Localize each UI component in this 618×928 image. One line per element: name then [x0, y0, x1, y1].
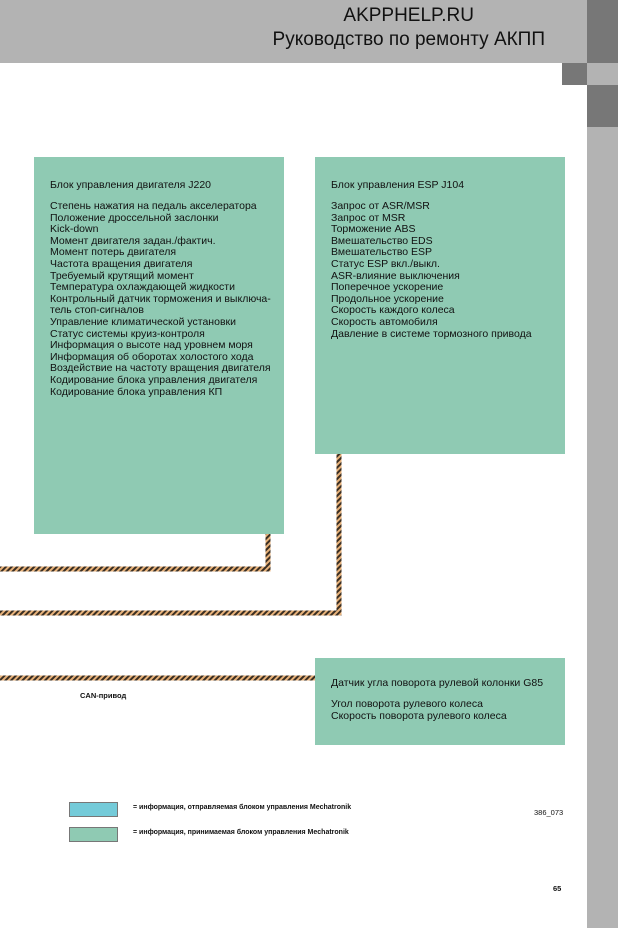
- list-item: Контрольный датчик торможения и выключа-: [50, 292, 271, 305]
- legend-received-text: = информация, принимаемая блоком управления Mechatronik: [133, 829, 349, 836]
- list-item: Угол поворота рулевого колеса: [331, 698, 483, 710]
- list-item: Положение дроссельной заслонки: [50, 211, 219, 224]
- page-number: 65: [553, 884, 562, 893]
- list-item: Торможение ABS: [331, 223, 416, 236]
- steering-box-title: Датчик угла поворота рулевой колонки G85: [331, 677, 544, 689]
- list-item: ASR-влияние выключения: [331, 269, 460, 282]
- list-item: Скорость поворота рулевого колеса: [331, 709, 507, 722]
- legend-swatch-sent: [69, 802, 118, 817]
- list-item: Скорость каждого колеса: [331, 304, 455, 317]
- list-item: Скорость автомобиля: [331, 315, 438, 328]
- list-item: Требуемый крутящий момент: [50, 269, 194, 282]
- list-item: Информация о высоте над уровнем моря: [50, 339, 253, 352]
- list-item: Продольное ускорение: [331, 292, 444, 305]
- list-item: Статус ESP вкл./выкл.: [331, 257, 440, 270]
- list-item: Информация об оборотах холостого хода: [50, 350, 254, 363]
- engine-box-title: Блок управления двигателя J220: [50, 179, 212, 191]
- legend-swatch-received: [69, 827, 118, 842]
- list-item: Давление в системе тормозного привода: [331, 327, 532, 340]
- list-item: Момент потерь двигателя: [50, 246, 177, 259]
- list-item: Вмешательство EDS: [331, 234, 433, 247]
- steering-signal-list: [331, 699, 543, 722]
- list-item: Воздействие на частоту вращения двигателя: [50, 362, 271, 375]
- can-bus-label: CAN-привод: [80, 691, 127, 700]
- list-item: Температура охлаждающей жидкости: [50, 281, 235, 294]
- esp-signal-list: [331, 201, 532, 340]
- site-name: AKPPHELP.RU: [343, 5, 474, 26]
- list-item: Вмешательство ESP: [331, 246, 433, 259]
- steering-angle-sensor-box: [315, 658, 565, 745]
- list-item: Поперечное ускорение: [331, 281, 444, 294]
- engine-signal-list: [50, 201, 271, 398]
- esp-control-unit-box: [315, 157, 565, 454]
- legend-sent-text: = информация, отправляемая блоком управления Mechatronik: [133, 804, 352, 811]
- list-item: Статус системы круиз-контроля: [50, 327, 205, 340]
- list-item: Кодирование блока управления КП: [50, 385, 223, 398]
- list-item: Kick-down: [50, 223, 99, 236]
- list-item: Запрос от ASR/MSR: [331, 200, 430, 212]
- list-item: Частота вращения двигателя: [50, 257, 193, 270]
- page-subtitle: Руководство по ремонту АКПП: [272, 29, 545, 50]
- can-wire-engine: [0, 533, 268, 569]
- engine-control-unit-box: [34, 157, 284, 534]
- list-item: Управление климатической установки: [50, 315, 236, 328]
- esp-box-title: Блок управления ESP J104: [331, 179, 465, 191]
- list-item: Кодирование блока управления двигателя: [50, 373, 258, 386]
- figure-id: 386_073: [534, 808, 564, 817]
- list-item: Запрос от MSR: [331, 211, 406, 224]
- list-item: тель стоп-сигналов: [50, 304, 144, 317]
- list-item: Момент двигателя задан./фактич.: [50, 234, 216, 247]
- list-item: Степень нажатия на педаль акселератора: [50, 200, 257, 212]
